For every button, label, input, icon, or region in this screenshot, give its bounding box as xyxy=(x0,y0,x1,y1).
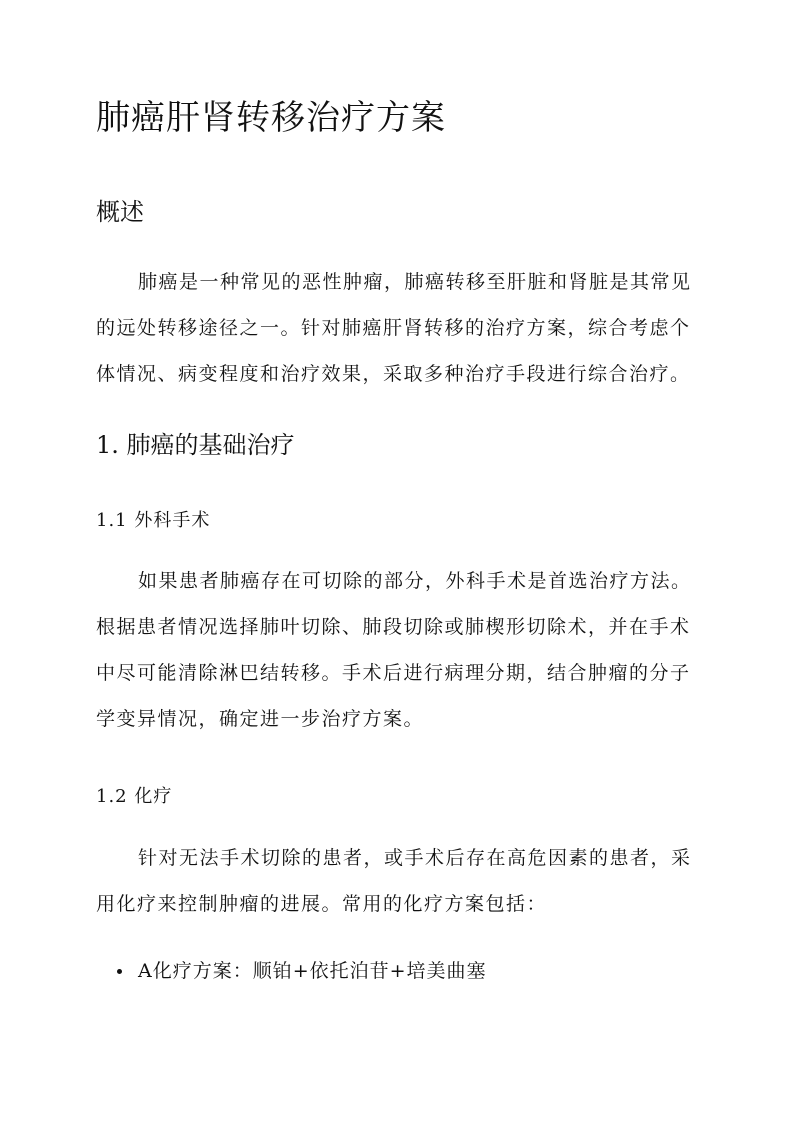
chemo-regimen-list xyxy=(96,956,487,986)
bullet-icon xyxy=(117,969,122,974)
chemo-line-2: 用化疗来控制肿瘤的进展。常用的化疗方案包括： xyxy=(96,893,548,915)
chemo-heading: 1.2 化疗 xyxy=(96,786,173,807)
overview-line-1: 肺癌是一种常见的恶性肿瘤，肺癌转移至肝脏和肾脏是其常见 xyxy=(138,271,692,293)
overview-paragraph xyxy=(96,259,706,397)
chemo-regimen-text: A化疗方案：顺铂+依托泊苷+培美曲塞 xyxy=(138,960,487,982)
surgery-line-3: 中尽可能清除淋巴结转移。手术后进行病理分期，结合肿瘤的分子 xyxy=(96,662,691,684)
overview-line-2: 的远处转移途径之一。针对肺癌肝肾转移的治疗方案，综合考虑个 xyxy=(96,317,691,339)
surgery-paragraph xyxy=(96,558,706,742)
overview-heading: 概述 xyxy=(96,198,144,226)
chemo-paragraph xyxy=(96,835,706,927)
surgery-line-2: 根据患者情况选择肺叶切除、肺段切除或肺楔形切除术，并在手术 xyxy=(96,616,691,638)
basic-treatment-heading: 1. 肺癌的基础治疗 xyxy=(96,431,295,459)
surgery-line-1: 如果患者肺癌存在可切除的部分，外科手术是首选治疗方法。 xyxy=(138,570,692,592)
overview-line-3: 体情况、病变程度和治疗效果，采取多种治疗手段进行综合治疗。 xyxy=(96,363,691,385)
list-item xyxy=(96,956,487,986)
surgery-line-4: 学变异情况，确定进一步治疗方案。 xyxy=(96,708,425,730)
document-title: 肺癌肝肾转移治疗方案 xyxy=(96,98,446,138)
chemo-line-1: 针对无法手术切除的患者，或手术后存在高危因素的患者，采 xyxy=(138,847,692,869)
surgery-heading: 1.1 外科手术 xyxy=(96,510,211,531)
